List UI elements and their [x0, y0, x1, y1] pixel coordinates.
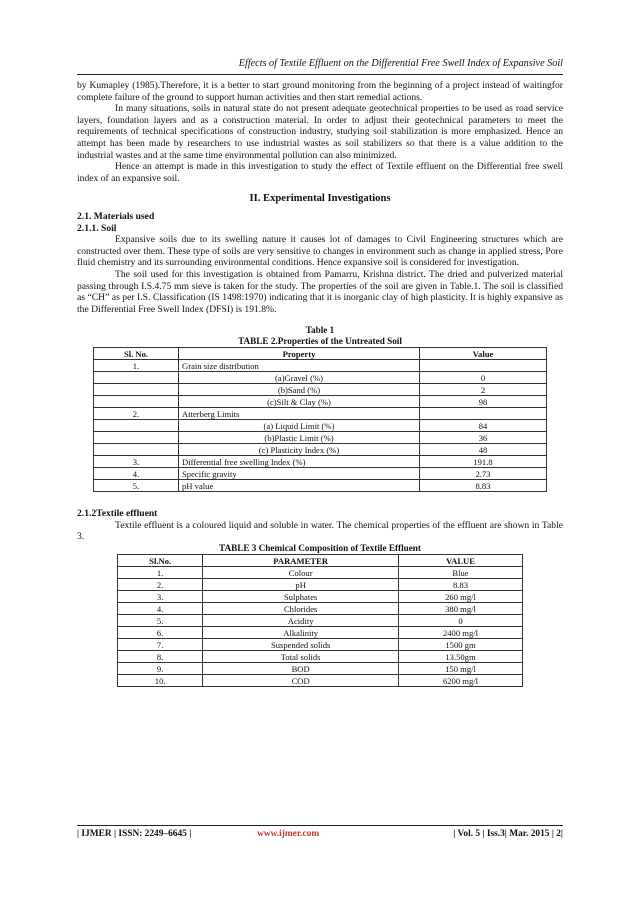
- table-row: [118, 579, 523, 591]
- table-cell: 4.: [118, 603, 203, 615]
- table-row: [94, 480, 547, 492]
- table-cell: 3.: [118, 591, 203, 603]
- table-cell: Total solids: [203, 651, 399, 663]
- paragraph: Hence an attempt is made in this investigation to study the effect of Textile effluent on the Differential free swell index of an expansive soil.: [77, 161, 563, 184]
- table-cell: (a) Liquid Limit (%): [179, 420, 420, 432]
- footer-issue: | Vol. 5 | Iss.3| Mar. 2015 | 2|: [453, 829, 563, 839]
- paragraph: In many situations, soils in natural state do not present adequate geotechnical properties to be used as road service layers, foundation layers and as a construction material. In order to adjust their geotechnical parameters to meet the requirements of technical specifications of construction industry, studying soil stabilization is more emphasized. Hence an attempt has been made by researchers to use industrial wastes as soil stabilizers so that there is a value addition to the industrial wastes and at the same time environmental pollution can also minimized.: [77, 103, 563, 161]
- table-row: [118, 591, 523, 603]
- soil-properties-table: [93, 347, 547, 492]
- table-cell: Colour: [203, 567, 399, 579]
- table-row: [118, 651, 523, 663]
- table-cell: 5.: [94, 480, 179, 492]
- table-cell: Suspended solids: [203, 639, 399, 651]
- table-cell: 260 mg/l: [399, 591, 523, 603]
- table-cell: Blue: [399, 567, 523, 579]
- paragraph: Expansive soils due to its swelling nature it causes lot of damages to Civil Engineering structures which are constructed over them. These type of soils are very sensitive to changes in environment such as change in applied stress, Pore fluid chemistry and its surrounding environmental conditions. Hence expansive soil is considered for investigation.: [77, 234, 563, 269]
- effluent-composition-table: [117, 554, 523, 687]
- table-cell: 2400 mg/l: [399, 627, 523, 639]
- table-row: [94, 456, 547, 468]
- table-cell: 3.: [94, 456, 179, 468]
- table-row: [118, 567, 523, 579]
- table-cell: 2.73: [420, 468, 547, 480]
- table-cell: 0: [420, 372, 547, 384]
- table-header-cell: Sl.No.: [118, 555, 203, 567]
- table1-title: TABLE 2.Properties of the Untreated Soil: [238, 336, 402, 347]
- table-cell: [94, 396, 179, 408]
- table-cell: 8.: [118, 651, 203, 663]
- table-cell: [94, 432, 179, 444]
- table-cell: [420, 408, 547, 420]
- table3-title: TABLE 3 Chemical Composition of Textile Effluent: [219, 543, 421, 554]
- table-cell: pH value: [179, 480, 420, 492]
- table-cell: 2.: [118, 579, 203, 591]
- table-cell: COD: [203, 675, 399, 687]
- table-row: [94, 420, 547, 432]
- table-cell: (b)Plastic Limit (%): [179, 432, 420, 444]
- table-cell: [94, 444, 179, 456]
- table-row: [94, 384, 547, 396]
- table-header-cell: Property: [179, 348, 420, 360]
- page-body: [77, 80, 563, 687]
- table-row: [94, 432, 547, 444]
- table-cell: 48: [420, 444, 547, 456]
- table-row: [118, 627, 523, 639]
- table-cell: 6200 mg/l: [399, 675, 523, 687]
- table-cell: Differential free swelling Index (%): [179, 456, 420, 468]
- table-cell: 191.8: [420, 456, 547, 468]
- table-header-cell: PARAMETER: [203, 555, 399, 567]
- paragraph: Textile effluent is a coloured liquid and soluble in water. The chemical properties of the effluent are shown in Table 3.: [77, 519, 563, 543]
- table-cell: 2: [420, 384, 547, 396]
- header-rule: [77, 74, 563, 75]
- paragraph: The soil used for this investigation is obtained from Pamarru, Krishna district. The dried and pulverized material passing through I.S.4.75 mm sieve is taken for the study. The properties of the soil are given in Table.1. The soil is classified as “CH” as per I.S. Classification (IS 1498:1970) indicating that it is inorganic clay of high plasticity. It is highly expansive as the Differential Free Swell Index (DFSI) is 191.8%.: [77, 268, 563, 315]
- paragraph-continuation: by Kumapley (1985).Therefore, it is a better to start ground monitoring from the beginning of a project instead of waitingfor complete failure of the ground to support human activities and then start remedial actions.: [77, 80, 563, 103]
- table-cell: Sulphates: [203, 591, 399, 603]
- table-cell: [94, 372, 179, 384]
- table-row: [94, 468, 547, 480]
- table-row: [94, 444, 547, 456]
- table-row: [118, 603, 523, 615]
- table-row: [94, 396, 547, 408]
- table-cell: 84: [420, 420, 547, 432]
- table-cell: 8.83: [420, 480, 547, 492]
- table-cell: Alkalinity: [203, 627, 399, 639]
- table-cell: 380 mg/l: [399, 603, 523, 615]
- table-row: [118, 639, 523, 651]
- table-row: [118, 675, 523, 687]
- table-cell: [94, 420, 179, 432]
- table-cell: [94, 384, 179, 396]
- table-header-cell: Value: [420, 348, 547, 360]
- table-cell: 1500 gm: [399, 639, 523, 651]
- table-cell: pH: [203, 579, 399, 591]
- table-row: [118, 615, 523, 627]
- subsection-title: 2.1.1. Soil: [77, 222, 117, 234]
- table1-caption: Table 1: [305, 325, 335, 336]
- table-cell: 7.: [118, 639, 203, 651]
- table-cell: Chlorides: [203, 603, 399, 615]
- subsection-title: 2.1.2Textile effluent: [77, 508, 158, 520]
- table-cell: 36: [420, 432, 547, 444]
- table-cell: 1.: [94, 360, 179, 372]
- section-title: II. Experimental Investigations: [249, 193, 391, 205]
- table-cell: Grain size distribution: [179, 360, 420, 372]
- table-cell: (c)Silt & Clay (%): [179, 396, 420, 408]
- table-row: [94, 360, 547, 372]
- footer-url-link[interactable]: www.ijmer.com: [257, 829, 320, 839]
- footer-journal: | IJMER | ISSN: 2249–6645 |: [77, 829, 192, 839]
- table-cell: 0: [399, 615, 523, 627]
- table-cell: 4.: [94, 468, 179, 480]
- table-row: [94, 372, 547, 384]
- table-cell: 98: [420, 396, 547, 408]
- table-cell: 2.: [94, 408, 179, 420]
- table-row: [118, 663, 523, 675]
- table-cell: (c) Plasticity Index (%): [179, 444, 420, 456]
- footer-rule: [77, 825, 563, 826]
- table-cell: Acidity: [203, 615, 399, 627]
- running-header: Effects of Textile Effluent on the Differential Free Swell Index of Expansive Soil: [238, 58, 563, 69]
- table-row: [94, 408, 547, 420]
- table-cell: [420, 360, 547, 372]
- table-cell: (a)Gravel (%): [179, 372, 420, 384]
- table-cell: Atterberg Limits: [179, 408, 420, 420]
- table-cell: 13.50gm: [399, 651, 523, 663]
- table-cell: 1.: [118, 567, 203, 579]
- table-cell: 10.: [118, 675, 203, 687]
- table-cell: Specific gravity: [179, 468, 420, 480]
- table-cell: 9.: [118, 663, 203, 675]
- table-cell: (b)Sand (%): [179, 384, 420, 396]
- table-cell: BOD: [203, 663, 399, 675]
- table-cell: 8.83: [399, 579, 523, 591]
- table-header-cell: Sl. No.: [94, 348, 179, 360]
- table-cell: 150 mg/l: [399, 663, 523, 675]
- subsection-title: 2.1. Materials used: [77, 210, 155, 222]
- table-header-cell: VALUE: [399, 555, 523, 567]
- table-cell: 5.: [118, 615, 203, 627]
- table-cell: 6.: [118, 627, 203, 639]
